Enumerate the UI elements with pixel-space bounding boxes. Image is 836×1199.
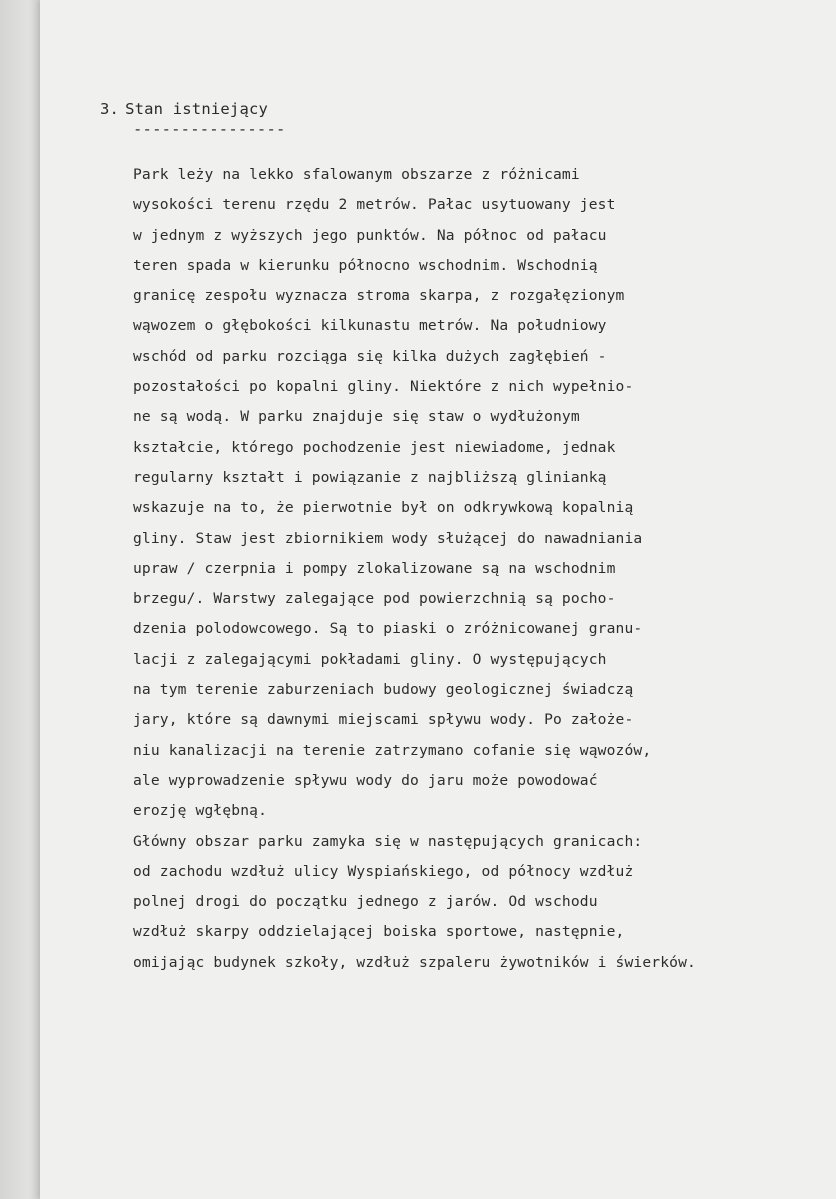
text-line: wąwozem o głębokości kilkunastu metrów. Na południowy	[133, 317, 607, 335]
text-line: dzenia polodowcowego. Są to piaski o zróżnicowanej granu-	[133, 620, 643, 638]
text-line: Główny obszar parku zamyka się w następujących granicach:	[133, 832, 643, 850]
text-line: wschód od parku rozciąga się kilka dużych zagłębień -	[133, 347, 607, 365]
section-heading	[100, 100, 268, 118]
text-line: Park leży na lekko sfalowanym obszarze z różnicami	[133, 166, 580, 183]
text-line: od zachodu wzdłuż ulicy Wyspiańskiego, od północy wzdłuż	[133, 862, 634, 880]
text-line: wskazuje na to, że pierwotnie był on odkrywkową kopalnią	[133, 499, 634, 517]
text-line: niu kanalizacji na terenie zatrzymano cofanie się wąwozów,	[133, 741, 652, 759]
text-line: w jednym z wyższych jego punktów. Na północ od pałacu	[133, 226, 607, 244]
text-line: ale wyprowadzenie spływu wody do jaru może powodować	[133, 771, 598, 789]
text-line: polnej drogi do początku jednego z jarów. Od wschodu	[133, 893, 598, 911]
text-line: regularny kształt i powiązanie z najbliższą glinianką	[133, 468, 607, 486]
text-line: teren spada w kierunku północno wschodnim. Wschodnią	[133, 256, 598, 274]
text-line: brzegu/. Warstwy zalegające pod powierzchnią są pocho-	[133, 590, 616, 608]
text-line: erozję wgłębną.	[133, 802, 268, 820]
section-number: 3.	[100, 100, 120, 118]
text-line: upraw / czerpnia i pompy zlokalizowane są na wschodnim	[133, 559, 616, 577]
text-line: granicę zespołu wyznacza stroma skarpa, z rozgałęzionym	[133, 287, 625, 305]
body-text	[133, 160, 828, 978]
text-line: wzdłuż skarpy oddzielającej boiska sportowe, następnie,	[133, 923, 625, 941]
binding-edge	[0, 0, 40, 1199]
text-line: na tym terenie zaburzeniach budowy geologicznej świadczą	[133, 681, 634, 699]
text-line: gliny. Staw jest zbiornikiem wody służącej do nawadniania	[133, 529, 643, 547]
text-line: wysokości terenu rzędu 2 metrów. Pałac usytuowany jest	[133, 196, 616, 214]
section-title-underline: ----------------	[133, 120, 286, 138]
text-line: pozostałości po kopalni gliny. Niektóre z nich wypełnio-	[133, 378, 634, 396]
text-line: kształcie, którego pochodzenie jest niewiadome, jednak	[133, 438, 616, 456]
text-line: ne są wodą. W parku znajduje się staw o wydłużonym	[133, 408, 580, 426]
text-line: omijając budynek szkoły, wzdłuż szpaleru żywotników i świerków.	[133, 953, 696, 971]
text-line: jary, które są dawnymi miejscami spływu wody. Po założe-	[133, 711, 634, 729]
section-title: Stan istniejący	[125, 100, 269, 118]
text-line: lacji z zalegającymi pokładami gliny. O występujących	[133, 650, 607, 668]
